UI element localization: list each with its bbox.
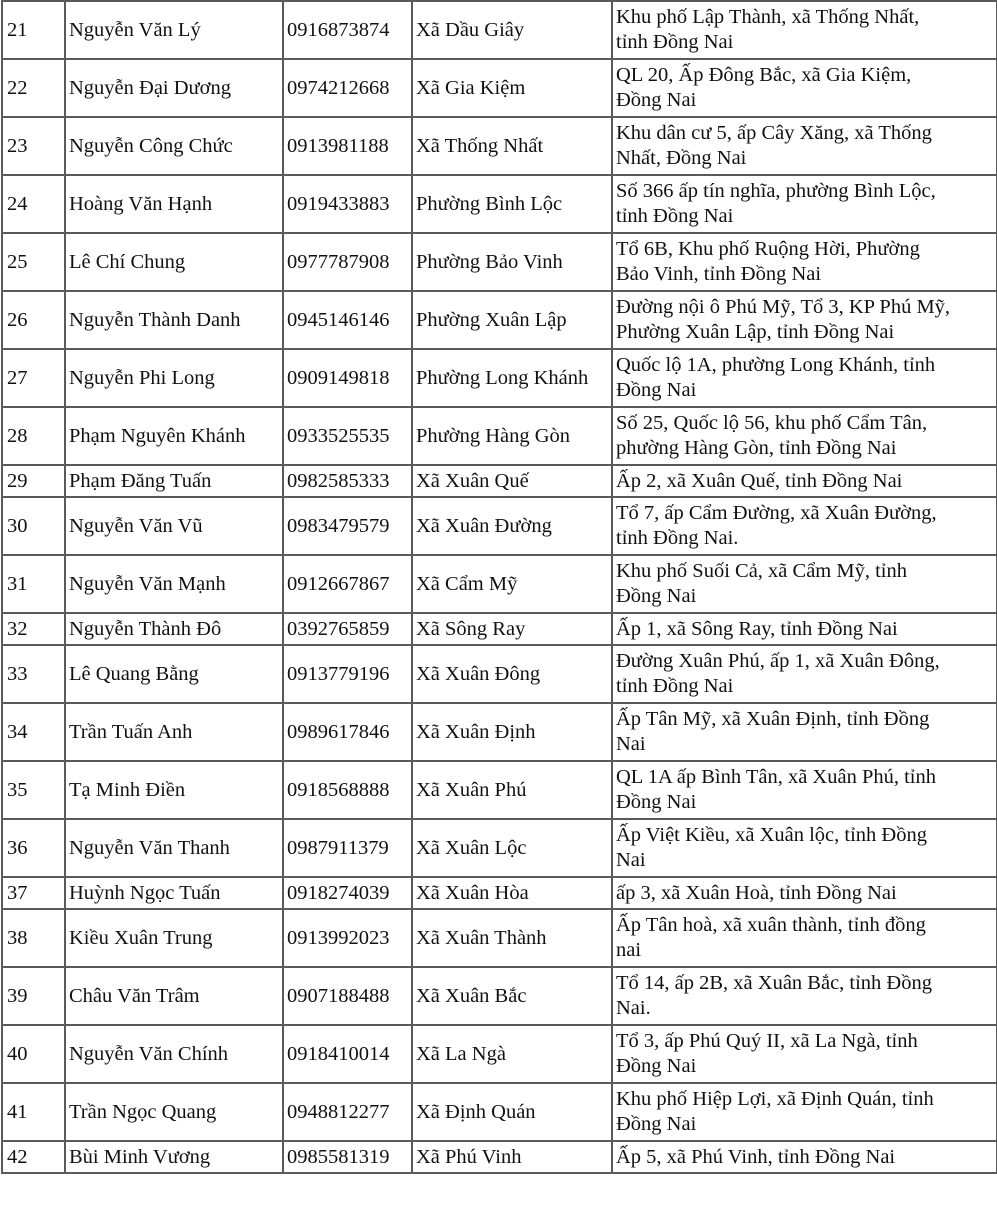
cell-name: Trần Ngọc Quang bbox=[65, 1083, 283, 1141]
cell-stt: 30 bbox=[2, 497, 65, 555]
cell-unit: Xã Xuân Phú bbox=[412, 761, 612, 819]
cell-address bbox=[612, 291, 997, 349]
table-row bbox=[2, 497, 997, 555]
cell-address bbox=[612, 407, 997, 465]
cell-name: Huỳnh Ngọc Tuấn bbox=[65, 877, 283, 909]
cell-phone: 0945146146 bbox=[283, 291, 412, 349]
address-line: Khu phố Suối Cả, xã Cẩm Mỹ, tỉnh bbox=[616, 560, 907, 582]
cell-phone: 0392765859 bbox=[283, 613, 412, 645]
address-line: Ấp Tân hoà, xã xuân thành, tỉnh đồng bbox=[616, 914, 926, 936]
contact-table bbox=[1, 0, 997, 1174]
cell-name: Hoàng Văn Hạnh bbox=[65, 175, 283, 233]
cell-address bbox=[612, 465, 997, 497]
address-line: phường Hàng Gòn, tỉnh Đồng Nai bbox=[616, 437, 897, 459]
cell-unit: Xã Xuân Định bbox=[412, 703, 612, 761]
cell-unit: Xã La Ngà bbox=[412, 1025, 612, 1083]
cell-address bbox=[612, 117, 997, 175]
address-line: Số 366 ấp tín nghĩa, phường Bình Lộc, bbox=[616, 180, 936, 202]
address-line: Ấp 5, xã Phú Vinh, tỉnh Đồng Nai bbox=[616, 1145, 896, 1168]
address-line: Đồng Nai bbox=[616, 1113, 697, 1135]
table-row bbox=[2, 175, 997, 233]
address-line: Đồng Nai bbox=[616, 379, 697, 401]
table-row bbox=[2, 117, 997, 175]
cell-phone: 0909149818 bbox=[283, 349, 412, 407]
address-line: QL 20, Ấp Đông Bắc, xã Gia Kiệm, bbox=[616, 64, 912, 86]
cell-stt: 21 bbox=[2, 1, 65, 59]
cell-unit: Phường Bảo Vinh bbox=[412, 233, 612, 291]
cell-stt: 39 bbox=[2, 967, 65, 1025]
address-line: Ấp Việt Kiều, xã Xuân lộc, tỉnh Đồng bbox=[616, 824, 927, 846]
address-line: Đồng Nai bbox=[616, 791, 697, 813]
address-line: Đồng Nai bbox=[616, 585, 697, 607]
cell-phone: 0974212668 bbox=[283, 59, 412, 117]
cell-address bbox=[612, 175, 997, 233]
cell-unit: Xã Phú Vinh bbox=[412, 1141, 612, 1173]
cell-unit: Phường Bình Lộc bbox=[412, 175, 612, 233]
cell-name: Nguyễn Đại Dương bbox=[65, 59, 283, 117]
cell-name: Nguyễn Văn Thanh bbox=[65, 819, 283, 877]
cell-phone: 0933525535 bbox=[283, 407, 412, 465]
cell-name: Nguyễn Văn Chính bbox=[65, 1025, 283, 1083]
cell-stt: 23 bbox=[2, 117, 65, 175]
cell-name: Phạm Đăng Tuấn bbox=[65, 465, 283, 497]
table-row bbox=[2, 819, 997, 877]
cell-phone: 0919433883 bbox=[283, 175, 412, 233]
cell-phone: 0913779196 bbox=[283, 645, 412, 703]
cell-stt: 31 bbox=[2, 555, 65, 613]
cell-name: Nguyễn Văn Lý bbox=[65, 1, 283, 59]
address-line: Nai bbox=[616, 849, 646, 871]
cell-address bbox=[612, 233, 997, 291]
cell-unit: Xã Xuân Lộc bbox=[412, 819, 612, 877]
cell-address bbox=[612, 761, 997, 819]
cell-stt: 38 bbox=[2, 909, 65, 967]
table-row bbox=[2, 1025, 997, 1083]
address-line: tỉnh Đồng Nai bbox=[616, 31, 734, 53]
cell-address bbox=[612, 909, 997, 967]
address-line: tỉnh Đồng Nai bbox=[616, 675, 734, 697]
table-row bbox=[2, 613, 997, 645]
cell-unit: Xã Xuân Quế bbox=[412, 465, 612, 497]
cell-name: Tạ Minh Điền bbox=[65, 761, 283, 819]
cell-name: Nguyễn Văn Vũ bbox=[65, 497, 283, 555]
address-line: Đường Xuân Phú, ấp 1, xã Xuân Đông, bbox=[616, 650, 940, 672]
cell-name: Nguyễn Công Chức bbox=[65, 117, 283, 175]
cell-stt: 28 bbox=[2, 407, 65, 465]
table-row bbox=[2, 407, 997, 465]
cell-stt: 36 bbox=[2, 819, 65, 877]
table-row bbox=[2, 555, 997, 613]
cell-phone: 0985581319 bbox=[283, 1141, 412, 1173]
cell-address bbox=[612, 645, 997, 703]
cell-stt: 26 bbox=[2, 291, 65, 349]
address-line: Khu dân cư 5, ấp Cây Xăng, xã Thống bbox=[616, 122, 932, 144]
address-line: Đồng Nai bbox=[616, 89, 697, 111]
cell-unit: Phường Hàng Gòn bbox=[412, 407, 612, 465]
cell-stt: 37 bbox=[2, 877, 65, 909]
cell-unit: Phường Xuân Lập bbox=[412, 291, 612, 349]
cell-stt: 40 bbox=[2, 1025, 65, 1083]
table-row bbox=[2, 233, 997, 291]
address-line: QL 1A ấp Bình Tân, xã Xuân Phú, tỉnh bbox=[616, 766, 937, 788]
address-line: Phường Xuân Lập, tỉnh Đồng Nai bbox=[616, 321, 895, 343]
cell-stt: 29 bbox=[2, 465, 65, 497]
cell-unit: Xã Dầu Giây bbox=[412, 1, 612, 59]
table-row bbox=[2, 465, 997, 497]
cell-name: Kiều Xuân Trung bbox=[65, 909, 283, 967]
address-line: Khu phố Lập Thành, xã Thống Nhất, bbox=[616, 6, 920, 28]
address-line: Ấp Tân Mỹ, xã Xuân Định, tỉnh Đồng bbox=[616, 708, 930, 730]
table-row bbox=[2, 967, 997, 1025]
table-body bbox=[2, 1, 997, 1173]
cell-stt: 27 bbox=[2, 349, 65, 407]
cell-name: Phạm Nguyên Khánh bbox=[65, 407, 283, 465]
cell-stt: 33 bbox=[2, 645, 65, 703]
cell-stt: 22 bbox=[2, 59, 65, 117]
cell-unit: Xã Gia Kiệm bbox=[412, 59, 612, 117]
cell-unit: Phường Long Khánh bbox=[412, 349, 612, 407]
cell-unit: Xã Xuân Thành bbox=[412, 909, 612, 967]
cell-address bbox=[612, 1, 997, 59]
cell-unit: Xã Thống Nhất bbox=[412, 117, 612, 175]
cell-phone: 0918568888 bbox=[283, 761, 412, 819]
table-row bbox=[2, 1083, 997, 1141]
cell-name: Nguyễn Thành Đô bbox=[65, 613, 283, 645]
cell-unit: Xã Cẩm Mỹ bbox=[412, 555, 612, 613]
cell-name: Lê Chí Chung bbox=[65, 233, 283, 291]
address-line: ấp 3, xã Xuân Hoà, tỉnh Đồng Nai bbox=[616, 881, 897, 904]
table-row bbox=[2, 349, 997, 407]
cell-phone: 0907188488 bbox=[283, 967, 412, 1025]
cell-phone: 0982585333 bbox=[283, 465, 412, 497]
address-line: Số 25, Quốc lộ 56, khu phố Cẩm Tân, bbox=[616, 412, 928, 434]
cell-name: Nguyễn Thành Danh bbox=[65, 291, 283, 349]
address-line: Nhất, Đồng Nai bbox=[616, 147, 747, 169]
address-line: Bảo Vinh, tỉnh Đồng Nai bbox=[616, 263, 822, 285]
table-row bbox=[2, 1141, 997, 1173]
address-line: Đường nội ô Phú Mỹ, Tổ 3, KP Phú Mỹ, bbox=[616, 296, 951, 318]
cell-address bbox=[612, 819, 997, 877]
cell-phone: 0913981188 bbox=[283, 117, 412, 175]
cell-unit: Xã Sông Ray bbox=[412, 613, 612, 645]
cell-stt: 25 bbox=[2, 233, 65, 291]
address-line: Tổ 6B, Khu phố Ruộng Hời, Phường bbox=[616, 238, 920, 260]
address-line: Nai bbox=[616, 733, 646, 755]
cell-stt: 24 bbox=[2, 175, 65, 233]
cell-unit: Xã Xuân Hòa bbox=[412, 877, 612, 909]
cell-phone: 0918410014 bbox=[283, 1025, 412, 1083]
cell-address bbox=[612, 59, 997, 117]
cell-address bbox=[612, 613, 997, 645]
cell-name: Nguyễn Phi Long bbox=[65, 349, 283, 407]
address-line: Nai. bbox=[616, 997, 651, 1019]
address-line: nai bbox=[616, 939, 642, 961]
cell-address bbox=[612, 967, 997, 1025]
cell-unit: Xã Định Quán bbox=[412, 1083, 612, 1141]
cell-stt: 42 bbox=[2, 1141, 65, 1173]
cell-phone: 0912667867 bbox=[283, 555, 412, 613]
cell-address bbox=[612, 497, 997, 555]
table-row bbox=[2, 761, 997, 819]
address-line: tỉnh Đồng Nai. bbox=[616, 527, 739, 549]
cell-unit: Xã Xuân Bắc bbox=[412, 967, 612, 1025]
address-line: Ấp 1, xã Sông Ray, tỉnh Đồng Nai bbox=[616, 617, 898, 640]
cell-stt: 32 bbox=[2, 613, 65, 645]
table-row bbox=[2, 59, 997, 117]
cell-phone: 0987911379 bbox=[283, 819, 412, 877]
cell-phone: 0913992023 bbox=[283, 909, 412, 967]
cell-phone: 0916873874 bbox=[283, 1, 412, 59]
address-line: Khu phố Hiệp Lợi, xã Định Quán, tỉnh bbox=[616, 1088, 934, 1110]
cell-phone: 0948812277 bbox=[283, 1083, 412, 1141]
cell-name: Châu Văn Trâm bbox=[65, 967, 283, 1025]
address-line: Tổ 3, ấp Phú Quý II, xã La Ngà, tỉnh bbox=[616, 1030, 918, 1052]
cell-phone: 0989617846 bbox=[283, 703, 412, 761]
address-line: Ấp 2, xã Xuân Quế, tỉnh Đồng Nai bbox=[616, 469, 903, 492]
address-line: Tổ 14, ấp 2B, xã Xuân Bắc, tỉnh Đồng bbox=[616, 972, 932, 994]
table-row bbox=[2, 1, 997, 59]
cell-unit: Xã Xuân Đông bbox=[412, 645, 612, 703]
cell-phone: 0977787908 bbox=[283, 233, 412, 291]
cell-stt: 34 bbox=[2, 703, 65, 761]
table-row bbox=[2, 877, 997, 909]
table-row bbox=[2, 909, 997, 967]
cell-stt: 41 bbox=[2, 1083, 65, 1141]
cell-name: Trần Tuấn Anh bbox=[65, 703, 283, 761]
cell-name: Nguyễn Văn Mạnh bbox=[65, 555, 283, 613]
cell-phone: 0983479579 bbox=[283, 497, 412, 555]
table-row bbox=[2, 703, 997, 761]
cell-address bbox=[612, 1083, 997, 1141]
address-line: Tổ 7, ấp Cẩm Đường, xã Xuân Đường, bbox=[616, 502, 937, 524]
cell-address bbox=[612, 349, 997, 407]
address-line: Quốc lộ 1A, phường Long Khánh, tỉnh bbox=[616, 354, 936, 376]
cell-address bbox=[612, 555, 997, 613]
cell-name: Lê Quang Bằng bbox=[65, 645, 283, 703]
cell-name: Bùi Minh Vương bbox=[65, 1141, 283, 1173]
cell-address bbox=[612, 1025, 997, 1083]
cell-address bbox=[612, 877, 997, 909]
address-line: Đồng Nai bbox=[616, 1055, 697, 1077]
cell-stt: 35 bbox=[2, 761, 65, 819]
address-line: tỉnh Đồng Nai bbox=[616, 205, 734, 227]
cell-phone: 0918274039 bbox=[283, 877, 412, 909]
cell-unit: Xã Xuân Đường bbox=[412, 497, 612, 555]
cell-address bbox=[612, 1141, 997, 1173]
cell-address bbox=[612, 703, 997, 761]
table-row bbox=[2, 645, 997, 703]
table-row bbox=[2, 291, 997, 349]
